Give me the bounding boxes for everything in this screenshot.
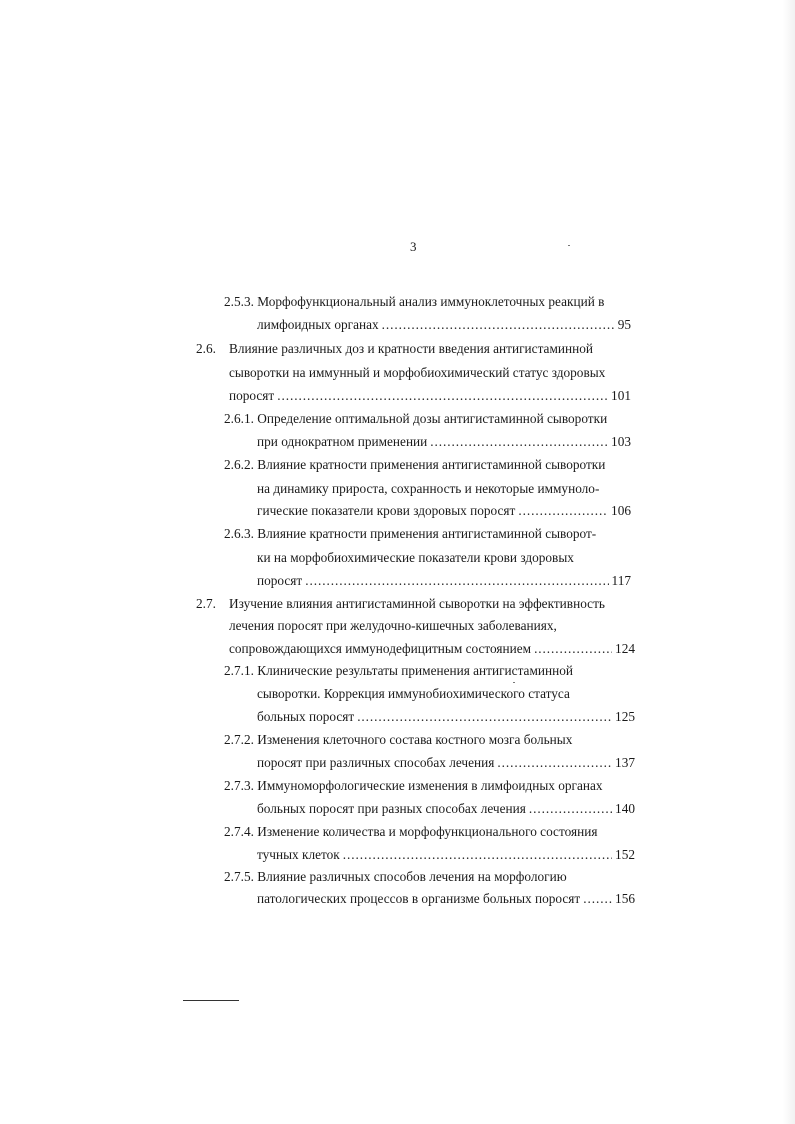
toc-entry-2-5-3 [224, 293, 604, 311]
toc-title-line: больных поросят [257, 709, 355, 724]
toc-page: 125 [615, 709, 635, 724]
toc-leader [382, 316, 615, 334]
toc-title-line: сопровождающихся иммунодефицитным состоянием [229, 641, 532, 656]
toc-number: 2.7.3. [224, 778, 254, 793]
toc-number: 2.6.1. [224, 411, 254, 426]
toc-entry-2-7 [196, 595, 216, 613]
toc-leader [357, 708, 612, 726]
toc-page: 152 [615, 847, 635, 862]
toc-entry-2-6-2 [224, 456, 605, 474]
toc-entry-2-7-2 [224, 731, 572, 749]
toc-page: 156 [615, 891, 635, 906]
toc-number: 2.6.3. [224, 526, 254, 541]
toc-title-line: Влияние кратности применения антигистаминной сыворотки [257, 457, 606, 472]
toc-title-line: поросят [229, 388, 275, 403]
toc-page: 124 [615, 641, 635, 656]
toc-page: 137 [615, 755, 635, 770]
toc-title-line: больных поросят при разных способах лечения [257, 801, 526, 816]
toc-number: 2.7.2. [224, 732, 254, 747]
toc-leader [583, 890, 612, 908]
toc-leader [497, 754, 612, 772]
toc-title-line: ки на морфобиохимические показатели крови здоровых [257, 550, 574, 565]
toc-title-line: патологических процессов в организме больных поросят [257, 891, 581, 906]
toc-page: 106 [611, 503, 631, 518]
toc-title-line: тучных клеток [257, 847, 340, 862]
toc-entry-2-7-4 [224, 823, 597, 841]
toc-number: 2.6.2. [224, 457, 254, 472]
toc-title-line: сыворотки. Коррекция иммунобиохимического статуса [257, 686, 570, 701]
toc-title-line: Изучение влияния антигистаминной сыворотки на эффективность [229, 596, 605, 611]
toc-number: 2.7. [196, 596, 216, 611]
toc-entry-2-7-5 [224, 868, 567, 886]
scan-speck [513, 682, 515, 683]
toc-page: 101 [611, 388, 631, 403]
toc-entry-2-6 [196, 340, 216, 358]
toc-leader [343, 846, 612, 864]
page-edge-shadow [783, 0, 795, 1124]
toc-leader [277, 387, 608, 405]
toc-title-line: лимфоидных органах [257, 317, 379, 332]
toc-title-line: сыворотки на иммунный и морфобиохимический статус здоровых [229, 365, 606, 380]
toc-title-line: поросят при различных способах лечения [257, 755, 495, 770]
toc-number: 2.7.1. [224, 663, 254, 678]
toc-title-line: гические показатели крови здоровых поросят [257, 503, 516, 518]
footnote-rule [183, 1000, 239, 1001]
toc-title-line: Морфофункциональный анализ иммуноклеточных реакций в [257, 294, 605, 309]
toc-title-line: на динамику прироста, сохранность и некоторые иммуноло- [257, 481, 600, 496]
toc-number: 2.6. [196, 341, 216, 356]
page-number: 3 [410, 239, 417, 254]
scan-speck [568, 245, 570, 246]
toc-entry-2-6-1 [224, 410, 607, 428]
toc-title-line: Изменения клеточного состава костного мозга больных [257, 732, 573, 747]
toc-page: 103 [611, 434, 631, 449]
toc-leader [518, 502, 608, 520]
toc-entry-2-6-3 [224, 525, 596, 543]
toc-title-line: Клинические результаты применения антигистаминной [257, 663, 573, 678]
toc-entry-2-7-1 [224, 662, 573, 680]
toc-leader [529, 800, 612, 818]
toc-title-line: Определение оптимальной дозы антигистаминной сыворотки [257, 411, 608, 426]
toc-page: 95 [617, 317, 631, 332]
toc-page: 140 [615, 801, 635, 816]
toc-leader [305, 572, 608, 590]
toc-title-line: Иммуноморфологические изменения в лимфоидных органах [257, 778, 603, 793]
toc-title-line: Влияние различных способов лечения на морфологию [257, 869, 567, 884]
toc-leader [534, 640, 612, 658]
toc-title-line: при однократном применении [257, 434, 428, 449]
toc-title-line: поросят [257, 573, 303, 588]
toc-page: 117 [611, 573, 631, 588]
toc-number: 2.7.5. [224, 869, 254, 884]
toc-title-line: лечения поросят при желудочно-кишечных заболеваниях, [229, 618, 557, 633]
toc-title-line: Влияние различных доз и кратности введения антигистаминной [229, 341, 593, 356]
toc-title-line: Изменение количества и морфофункционального состояния [257, 824, 598, 839]
toc-number: 2.7.4. [224, 824, 254, 839]
toc-number: 2.5.3. [224, 294, 254, 309]
toc-leader [430, 433, 608, 451]
toc-entry-2-7-3 [224, 777, 603, 795]
toc-title-line: Влияние кратности применения антигистаминной сыворот- [257, 526, 597, 541]
